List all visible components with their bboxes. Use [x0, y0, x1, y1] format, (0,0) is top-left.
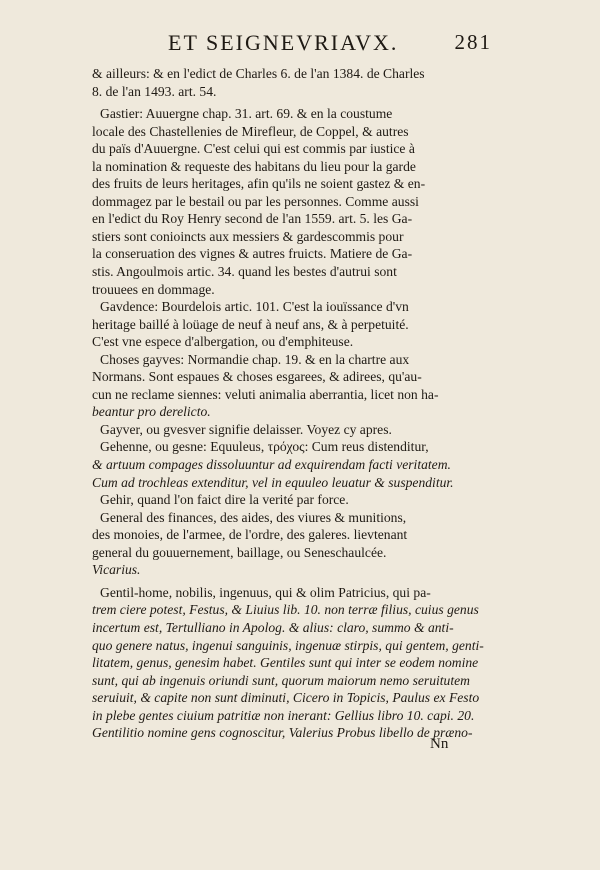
text-line: la nomination & requeste des habitans du lieu pour la garde	[92, 158, 416, 174]
text-line: cun ne reclame siennes: veluti animalia aberrantia, licet non ha-	[92, 386, 439, 402]
text-line: in plebe gentes ciuium patritiæ non inerant: Gellius libro 10. capi. 20.	[92, 707, 475, 723]
page-body-text	[92, 65, 492, 742]
running-header	[92, 30, 492, 60]
text-line: litatem, genus, genesim habet. Gentiles sunt qui inter se eodem nomine	[92, 655, 479, 671]
text-line: des fruits de leurs heritages, afin qu'ils ne soient gastez & en-	[92, 176, 426, 192]
text-line: trem ciere potest, Festus, & Liuius lib. 10. non terræ filius, cuius genus	[92, 602, 479, 618]
text-line: du païs d'Auuergne. C'est celui qui est commis par iustice à	[92, 141, 415, 157]
text-line: Gehir, quand l'on faict dire la verité par force.	[100, 492, 349, 508]
page-number: 281	[454, 30, 492, 54]
text-line: la conseruation des vignes & autres fruicts. Matiere de Ga-	[92, 246, 413, 262]
text-line: & artuum compages dissoluuntur ad exquirendam facti veritatem.	[92, 457, 451, 473]
text-line: Choses gayves: Normandie chap. 19. & en la chartre aux	[100, 351, 410, 367]
running-title: ET SEIGNEVRIAVX.	[168, 30, 399, 55]
text-line: dommagez par le bestail ou par les personnes. Comme aussi	[92, 193, 419, 209]
text-line: Gastier: Auuergne chap. 31. art. 69. & en la coustume	[100, 106, 393, 122]
text-line: incertum est, Tertulliano in Apolog. & alius: claro, summo & anti-	[92, 619, 454, 635]
text-line: 8. de l'an 1493. art. 54.	[92, 83, 217, 99]
text-line: des monoies, de l'armee, de l'ordre, des galeres. lievtenant	[92, 527, 408, 543]
text-line: General des finances, des aides, des viures & munitions,	[100, 509, 407, 525]
text-line: stiers sont conioincts aux messiers & gardescommis pour	[92, 228, 404, 244]
text-line: C'est vne espece d'albergation, ou d'emphiteuse.	[92, 334, 354, 350]
text-line: locale des Chastellenies de Mirefleur, de Coppel, & autres	[92, 123, 409, 139]
text-line: Gentil-home, nobilis, ingenuus, qui & olim Patricius, qui pa-	[100, 584, 431, 600]
text-line: trouuees en dommage.	[92, 281, 215, 297]
text-line: Gentilitio nomine gens cognoscitur, Valerius Probus libello de præno-	[92, 725, 473, 741]
text-line: Gavdence: Bourdelois artic. 101. C'est la iouïssance d'vn	[100, 299, 409, 315]
text-line: general du gouuernement, baillage, ou Seneschaulcée.	[92, 544, 387, 560]
text-line: Normans. Sont espaues & choses esgarees, & adirees, qu'au-	[92, 369, 422, 385]
text-line: sunt, qui ab ingenuis oriundi sunt, quorum maiorum nemo seruitutem	[92, 672, 470, 688]
text-line: stis. Angoulmois artic. 34. quand les bestes d'autrui sont	[92, 264, 397, 280]
catchword: Nn	[430, 736, 449, 752]
text-line: & ailleurs: & en l'edict de Charles 6. de l'an 1384. de Charles	[92, 66, 425, 81]
text-line: Gayver, ou gvesver signifie delaisser. Voyez cy apres.	[100, 421, 392, 437]
text-line: Vicarius.	[92, 562, 141, 578]
text-line: quo genere natus, ingenui sanguinis, ingenuæ stirpis, qui gentem, genti-	[92, 637, 484, 653]
text-line: en l'edict du Roy Henry second de l'an 1559. art. 5. les Ga-	[92, 211, 413, 227]
text-line: seruiuit, & capite non sunt diminuti, Cicero in Topicis, Paulus ex Festo	[92, 690, 480, 706]
text-line: Gehenne, ou gesne: Equuleus, τρόχος: Cum reus distenditur,	[100, 439, 429, 455]
text-line: heritage baillé à loüage de neuf à neuf ans, & à perpetuité.	[92, 316, 409, 332]
text-line: beantur pro derelicto.	[92, 404, 211, 420]
text-line: Cum ad trochleas extenditur, vel in equuleo leuatur & suspenditur.	[92, 474, 454, 490]
